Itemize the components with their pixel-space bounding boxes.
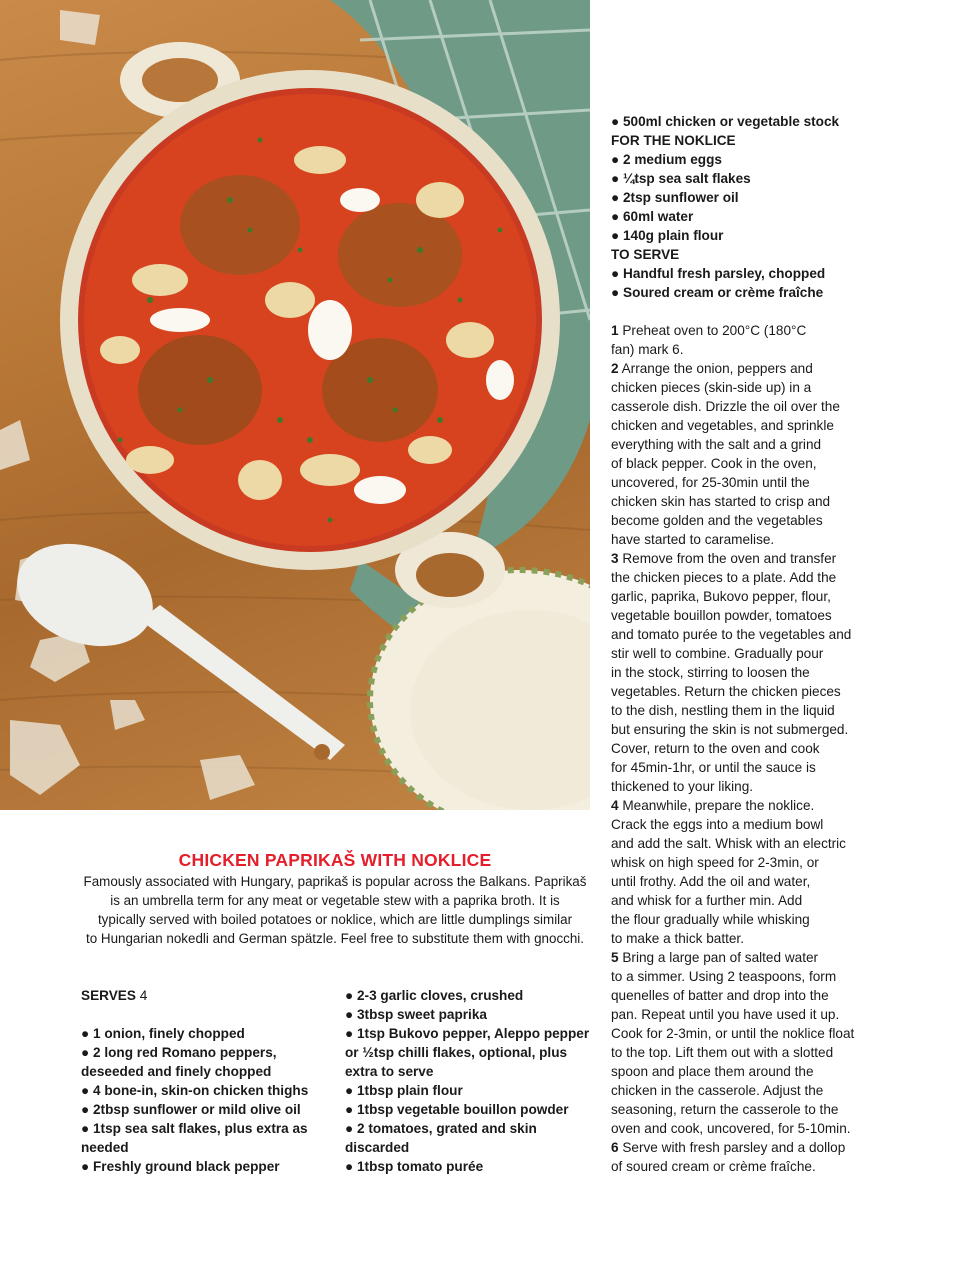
step-text: and whisk for a further min. Add [611, 893, 803, 908]
method-line [611, 416, 911, 435]
step-text: and tomato purée to the vegetables and [611, 627, 852, 642]
method-line [611, 777, 911, 796]
method-steps [611, 321, 911, 1176]
list-item: ● 1tbsp plain flour [345, 1083, 463, 1098]
bullet-icon: ● [611, 209, 620, 224]
method-line [611, 454, 911, 473]
food-illustration [0, 0, 590, 810]
step-number: 4 [611, 798, 619, 813]
method-line [611, 492, 911, 511]
bullet-icon: ● [345, 1026, 354, 1041]
list-item: ● 2tbsp sunflower or mild olive oil [81, 1102, 301, 1117]
step-text: seasoning, return the casserole to the [611, 1102, 839, 1117]
ingredients-list-c [611, 112, 911, 302]
bullet-icon: ● [611, 285, 620, 300]
method-line [611, 929, 911, 948]
step-text: of soured cream or crème fraîche. [611, 1159, 816, 1174]
step-number: 2 [611, 361, 619, 376]
method-line [611, 815, 911, 834]
method-line [611, 378, 911, 397]
intro-line: typically served with boiled potatoes or noklice, which are little dumplings similar [97, 912, 573, 927]
serves-line [81, 986, 331, 1005]
bullet-icon: ● [611, 190, 620, 205]
bullet-icon: ● [81, 1159, 90, 1174]
list-item: ● 1tbsp tomato purée [345, 1159, 484, 1174]
method-line [611, 397, 911, 416]
step-text: vegetables. Return the chicken pieces [611, 684, 841, 699]
bullet-icon: ● [345, 988, 354, 1003]
bullet-icon: ● [81, 1026, 90, 1041]
method-step-5 [611, 948, 911, 967]
step-text: whisk on high speed for 2-3min, or [611, 855, 819, 870]
step-text: Bring a large pan of salted water [622, 950, 819, 965]
method-step-1 [611, 321, 911, 340]
step-text: fan) mark 6. [611, 342, 684, 357]
list-item: ● 2 medium eggs [611, 152, 722, 167]
step-text: for 45min-1hr, or until the sauce is [611, 760, 816, 775]
method-line [611, 1062, 911, 1081]
intro-line: to Hungarian nokedli and German spätzle. Feel free to substitute them with gnocchi. [86, 931, 584, 946]
step-text: uncovered, for 25-30min until the [611, 475, 810, 490]
method-line [611, 568, 911, 587]
step-text: thickened to your liking. [611, 779, 754, 794]
step-text: chicken in the casserole. Adjust the [611, 1083, 824, 1098]
method-step-6 [611, 1138, 911, 1157]
step-number: 1 [611, 323, 619, 338]
method-line [611, 853, 911, 872]
intro-line: is an umbrella term for any meat or vegetable stew with a paprika broth. It is [110, 893, 560, 908]
step-text: Serve with fresh parsley and a dollop [622, 1140, 846, 1155]
bullet-icon: ● [81, 1121, 90, 1136]
step-text: Remove from the oven and transfer [622, 551, 837, 566]
step-text: casserole dish. Drizzle the oil over the [611, 399, 840, 414]
method-line [611, 1119, 911, 1138]
step-text: but ensuring the skin is not submerged. [611, 722, 849, 737]
bullet-icon: ● [611, 266, 620, 281]
step-text: the flour gradually while whisking [611, 912, 810, 927]
method-line [611, 910, 911, 929]
section-heading: TO SERVE [611, 247, 680, 262]
bullet-icon: ● [345, 1007, 354, 1022]
step-text: garlic, paprika, Bukovo pepper, flour, [611, 589, 831, 604]
bullet-icon: ● [611, 171, 620, 186]
recipe-intro [78, 872, 592, 948]
ingredients-column-b [345, 986, 595, 1176]
step-text: Preheat oven to 200°C (180°C [622, 323, 807, 338]
bullet-icon: ● [345, 1083, 354, 1098]
step-text: of black pepper. Cook in the oven, [611, 456, 817, 471]
method-line [611, 625, 911, 644]
bullet-icon: ● [81, 1102, 90, 1117]
list-item: ● 1 onion, finely chopped [81, 1026, 245, 1041]
list-item: ● 1tsp sea salt flakes, plus extra as needed [81, 1121, 308, 1155]
list-item: ● 4 bone-in, skin-on chicken thighs [81, 1083, 309, 1098]
method-line [611, 872, 911, 891]
step-text: vegetable bouillon powder, tomatoes [611, 608, 832, 623]
bullet-icon: ● [611, 228, 620, 243]
step-text: everything with the salt and a grind [611, 437, 822, 452]
bullet-icon: ● [611, 114, 620, 129]
step-text: chicken and vegetables, and sprinkle [611, 418, 834, 433]
step-text: stir well to combine. Gradually pour [611, 646, 824, 661]
step-number: 3 [611, 551, 619, 566]
step-text: oven and cook, uncovered, for 5-10min. [611, 1121, 851, 1136]
step-text: Meanwhile, prepare the noklice. [622, 798, 815, 813]
list-item: ● Handful fresh parsley, chopped [611, 266, 826, 281]
step-text: to the dish, nestling them in the liquid [611, 703, 835, 718]
list-item: ● 1tsp Bukovo pepper, Aleppo pepper or ½tsp chilli flakes, optional, plus extra to serve [345, 1026, 590, 1079]
method-line [611, 473, 911, 492]
list-item: ● 2tsp sunflower oil [611, 190, 739, 205]
method-line [611, 701, 911, 720]
list-item: ● Freshly ground black pepper [81, 1159, 280, 1174]
step-text: Crack the eggs into a medium bowl [611, 817, 824, 832]
bullet-icon: ● [345, 1159, 354, 1174]
method-line [611, 663, 911, 682]
step-number: 5 [611, 950, 619, 965]
method-line [611, 1024, 911, 1043]
section-heading: FOR THE NOKLICE [611, 133, 736, 148]
method-line [611, 739, 911, 758]
step-text: to a simmer. Using 2 teaspoons, form [611, 969, 837, 984]
bullet-icon: ● [345, 1102, 354, 1117]
method-line [611, 720, 911, 739]
method-step-3 [611, 549, 911, 568]
method-line [611, 530, 911, 549]
list-item: ● 1tbsp vegetable bouillon powder [345, 1102, 569, 1117]
list-item: ● ¼tsp sea salt flakes [611, 171, 751, 186]
list-item: ● 2 long red Romano peppers, deseeded and finely chopped [81, 1045, 277, 1079]
step-text: to make a thick batter. [611, 931, 744, 946]
list-item: ● 3tbsp sweet paprika [345, 1007, 487, 1022]
method-line [611, 1005, 911, 1024]
method-line [611, 891, 911, 910]
step-text: chicken skin has started to crisp and [611, 494, 831, 509]
method-line [611, 682, 911, 701]
bullet-icon: ● [81, 1045, 90, 1060]
recipe-photo [0, 0, 590, 810]
list-item: ● 60ml water [611, 209, 694, 224]
step-text: Cook for 2-3min, or until the noklice float [611, 1026, 855, 1041]
step-text: Cover, return to the oven and cook [611, 741, 820, 756]
list-item: ● 2 tomatoes, grated and skin discarded [345, 1121, 537, 1155]
intro-line: Famously associated with Hungary, paprikaš is popular across the Balkans. Paprikaš [83, 874, 587, 889]
method-line [611, 834, 911, 853]
step-text: chicken pieces (skin-side up) in a [611, 380, 812, 395]
list-item: ● Soured cream or crème fraîche [611, 285, 824, 300]
method-step-2 [611, 359, 911, 378]
bullet-icon: ● [81, 1083, 90, 1098]
step-number: 6 [611, 1140, 619, 1155]
step-text: and add the salt. Whisk with an electric [611, 836, 846, 851]
method-line [611, 435, 911, 454]
method-line [611, 644, 911, 663]
method-line [611, 606, 911, 625]
serves-value: 4 [139, 988, 148, 1003]
ingredients-list-a [81, 1024, 331, 1176]
method-line [611, 511, 911, 530]
method-line [611, 1081, 911, 1100]
ingredients-column-a [81, 986, 331, 1176]
step-text: have started to caramelise. [611, 532, 775, 547]
step-text: Arrange the onion, peppers and [621, 361, 813, 376]
bullet-icon: ● [345, 1121, 354, 1136]
step-text: the chicken pieces to a plate. Add the [611, 570, 837, 585]
method-line [611, 1157, 911, 1176]
ingredients-list-b [345, 986, 595, 1176]
step-text: to the top. Lift them out with a slotted [611, 1045, 834, 1060]
step-text: spoon and place them around the [611, 1064, 814, 1079]
step-text: quenelles of batter and drop into the [611, 988, 829, 1003]
step-text: until frothy. Add the oil and water, [611, 874, 811, 889]
step-text: pan. Repeat until you have used it up. [611, 1007, 840, 1022]
bullet-icon: ● [611, 152, 620, 167]
list-item: ● 140g plain flour [611, 228, 724, 243]
method-line [611, 967, 911, 986]
method-line [611, 1100, 911, 1119]
method-step-4 [611, 796, 911, 815]
method-line [611, 340, 911, 359]
list-item: ● 500ml chicken or vegetable stock [611, 114, 840, 129]
method-line [611, 986, 911, 1005]
method-line [611, 758, 911, 777]
serves-label: SERVES [81, 988, 136, 1003]
step-text: become golden and the vegetables [611, 513, 823, 528]
right-column [611, 112, 911, 1176]
list-item: ● 2-3 garlic cloves, crushed [345, 988, 524, 1003]
step-text: in the stock, stirring to loosen the [611, 665, 810, 680]
recipe-title: CHICKEN PAPRIKAŠ WITH NOKLICE [178, 850, 492, 870]
method-line [611, 587, 911, 606]
method-line [611, 1043, 911, 1062]
